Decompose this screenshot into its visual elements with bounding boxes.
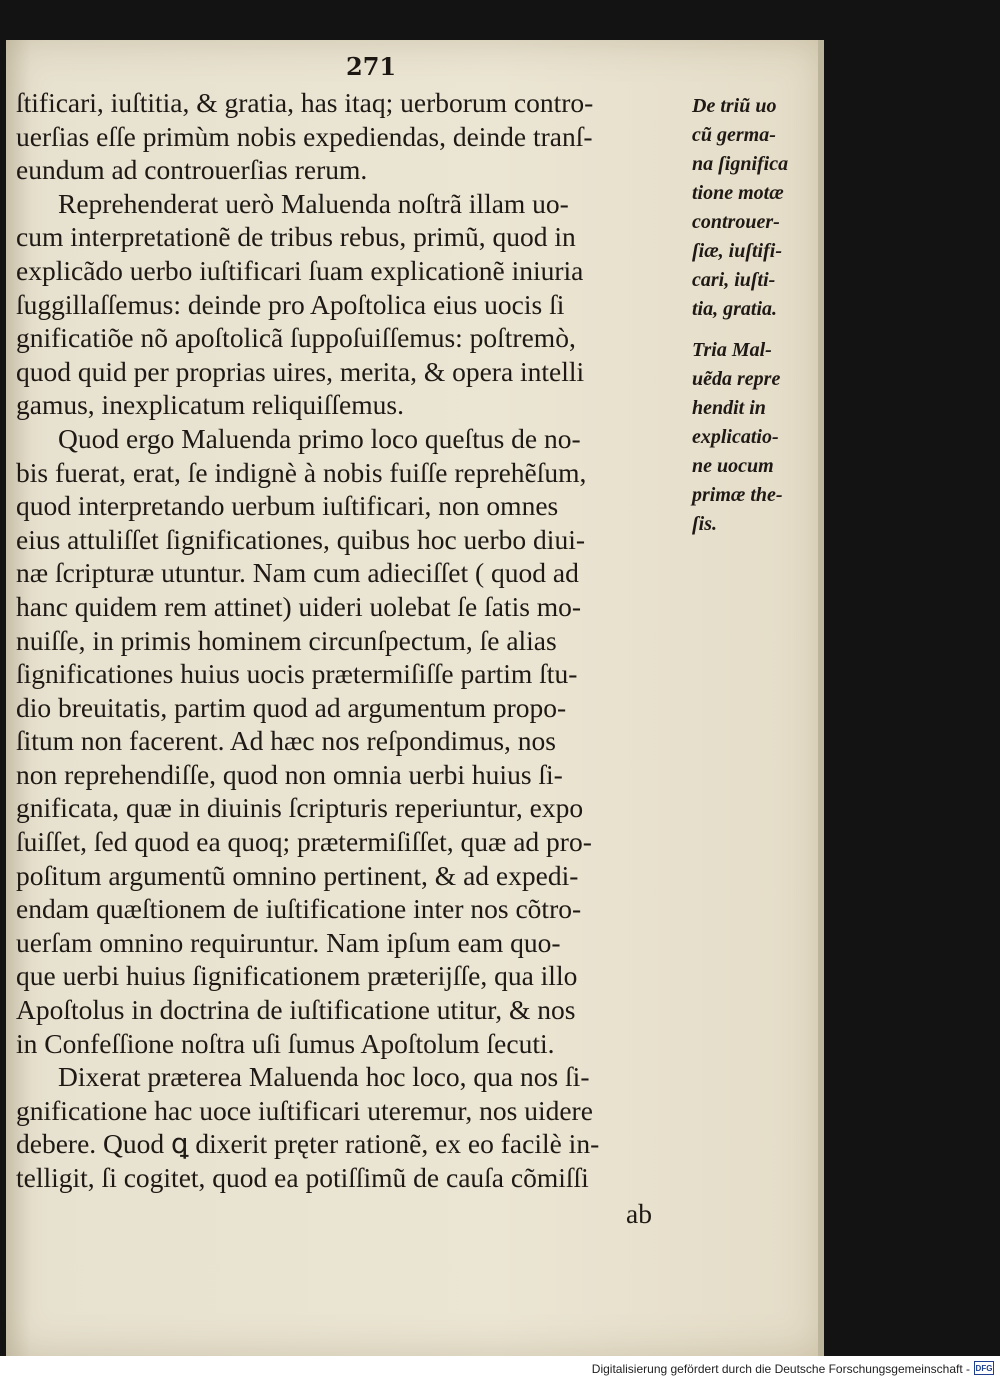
- text-line: que uerbi huius ſignificationem præterijſſe, qua illo: [16, 960, 578, 992]
- text-line: gnificata, quæ in diuinis ſcripturis reperiuntur, expo: [16, 792, 584, 824]
- text-line: nuiſſe, in primis hominem circunſpectum, ſe alias: [16, 624, 557, 656]
- text-line: non reprehendiſſe, quod non omnia uerbi huius ſi-: [16, 758, 563, 790]
- text-line: in Confeſſione noſtra uſi ſumus Apoſtolum ſecuti.: [16, 1027, 555, 1059]
- margin-note-line: uẽda repre: [692, 368, 781, 390]
- text-line: gnificatiõe nõ apoſtolicã ſuppoſuiſſemus: poſtremò,: [16, 322, 576, 354]
- margin-note-1: [692, 92, 820, 324]
- margin-note-line: hendit in: [692, 397, 766, 419]
- text-line: Quod ergo Maluenda primo loco queſtus de no-: [58, 422, 581, 454]
- text-line: næ ſcripturæ utuntur. Nam cum adieciſſet ( quod ad: [16, 557, 579, 589]
- text-line: ſitum non facerent. Ad hæc nos reſpondimus, nos: [16, 725, 556, 757]
- margin-note-line: primæ the-: [692, 484, 783, 506]
- margin-note-line: na ſignifica: [692, 153, 789, 175]
- dfg-logo: DFG: [974, 1361, 994, 1375]
- text-line: ſtificari, iuſtitia, & gratia, has itaq; uerborum contro-: [16, 87, 594, 118]
- margin-note-line: explicatio-: [692, 426, 779, 448]
- margin-note-line: ne uocum: [692, 455, 774, 477]
- page-number: 271: [346, 52, 397, 81]
- text-line: explicãdo uerbo iuſtificari ſuam explicationẽ iniuria: [16, 254, 584, 286]
- margin-note-line: ſiæ, iuſtifi-: [692, 240, 782, 262]
- text-line: debere. Quod ꝗ dixerit pręter rationẽ, ex eo facilè in-: [16, 1128, 600, 1160]
- text-line: quod interpretando uerbum iuſtificari, non omnes: [16, 490, 559, 522]
- text-line: cum interpretationẽ de tribus rebus, primũ, quod in: [16, 221, 576, 253]
- margin-note-line: tia, gratia.: [692, 298, 778, 320]
- margin-note-2: [692, 336, 820, 539]
- catchword: ab: [626, 1198, 652, 1229]
- text-line: eius attuliſſet ſignificationes, quibus hoc uerbo diui-: [16, 523, 585, 555]
- footer-credit: Digitalisierung gefördert durch die Deutsche Forschungsgemeinschaft -: [591, 1362, 970, 1376]
- text-line: uerſias eſſe primùm nobis expediendas, deinde tranſ-: [16, 120, 593, 152]
- margin-note-line: cũ germa-: [692, 124, 776, 146]
- text-line: hanc quidem rem attinet) uideri uolebat ſe ſatis mo-: [16, 590, 582, 622]
- text-line: bis fuerat, erat, ſe indignè à nobis fuiſſe reprehẽſum,: [16, 456, 587, 488]
- text-line: eundum ad controuerſias rerum.: [16, 154, 368, 186]
- margin-note-line: Tria Mal-: [692, 339, 772, 361]
- text-line: gnificatione hac uoce iuſtificari uteremur, nos uidere: [16, 1094, 593, 1126]
- main-text-block: [16, 86, 680, 1195]
- margin-note-line: tione motæ: [692, 182, 784, 204]
- margin-note-line: controuer-: [692, 211, 780, 233]
- text-line: gamus, inexplicatum reliquiſſemus.: [16, 389, 404, 421]
- text-line: Apoſtolus in doctrina de iuſtificatione utitur, & nos: [16, 994, 576, 1026]
- footer-band: [0, 1356, 1000, 1385]
- margin-note-line: De triũ uo: [692, 95, 777, 117]
- text-line: quod quid per proprias uires, merita, & opera intelli: [16, 355, 585, 387]
- text-line: ſuiſſet, ſed quod ea quoq; prætermiſiſſet, quæ ad pro-: [16, 826, 592, 858]
- text-line: Reprehenderat uerò Maluenda noſtrã illam uo-: [58, 187, 569, 219]
- text-line: ſuggillaſſemus: deinde pro Apoſtolica eius uocis ſi: [16, 288, 565, 320]
- margin-note-line: cari, iuſti-: [692, 269, 776, 291]
- text-line: uerſam omnino requiruntur. Nam ipſum eam quo-: [16, 926, 561, 958]
- text-line: ſignificationes huius uocis prætermiſiſſe partim ſtu-: [16, 658, 578, 690]
- text-line: Dixerat præterea Maluenda hoc loco, qua nos ſi-: [58, 1061, 590, 1093]
- text-line: dio breuitatis, partim quod ad argumentum propo-: [16, 691, 567, 723]
- margin-note-line: ſis.: [692, 513, 717, 535]
- text-line: endam quæſtionem de iuſtificatione inter nos cõtro-: [16, 893, 582, 925]
- text-line: poſitum argumentũ omnino pertinent, & ad expedi-: [16, 859, 579, 891]
- text-line: telligit, ſi cogitet, quod ea potiſſimũ de cauſa cõmiſſi: [16, 1162, 589, 1193]
